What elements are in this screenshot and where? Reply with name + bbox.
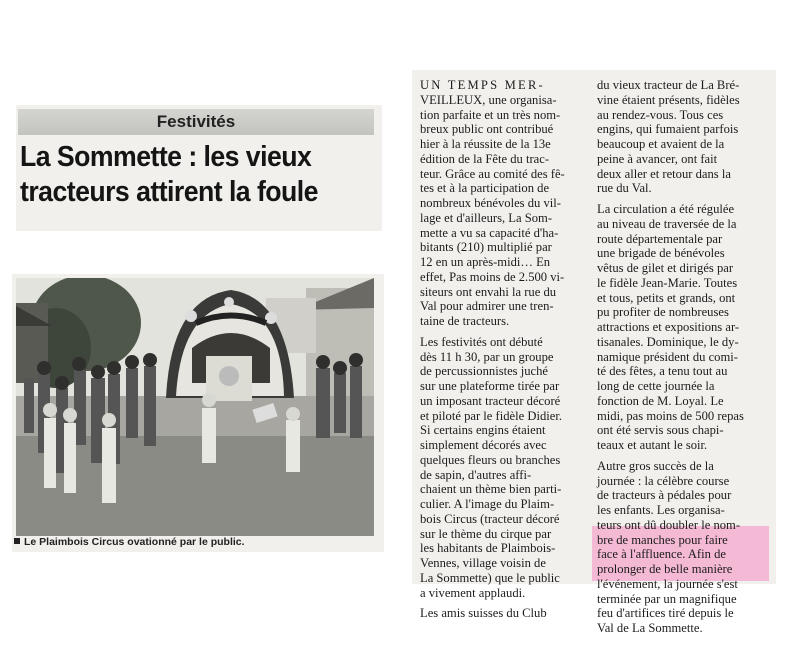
article-line: Les amis suisses du Club [420,606,547,621]
article-line: sur une plateforme tirée par [420,379,560,393]
article-paragraph [597,202,767,453]
caption-bullet-icon [14,538,20,544]
article-line: tisanales. Dominique, le dy- [597,334,739,349]
article-paragraph [597,78,767,196]
article-paragraph [420,606,586,621]
article-line: vêtus de gilet et dirigés par [597,261,734,275]
article-line: et piloté par le fidèle Didier. [420,408,562,423]
article-column-1 [420,78,586,627]
circus-tractor-photo [16,278,374,536]
article-line: La circulation a été régulée [597,202,735,216]
article-line: de percussionnistes juché [420,364,549,379]
rubric-bar [18,109,374,135]
article-line: deux aller et retour dans la [597,166,731,181]
article-line: vine étaient présents, fidèles [597,92,740,107]
article-line: bitants (210) multiplié par [420,240,552,255]
article-line: au niveau de traversée de la [597,216,737,231]
article-line: rue du Val. [597,181,652,196]
article-line: beaucoup et avaient de la [597,137,725,151]
article-line: terminée par un magnifique [597,591,737,606]
article-line: bois Circus (tracteur décoré [420,511,560,526]
article-line: feu d'artifices tiré depuis le [597,606,734,621]
article-line: un imposant tracteur décoré [420,393,561,408]
article-paragraph [420,335,586,601]
article-line: lage et d'ailleurs, La Som- [420,210,553,225]
article-line: édition de la Fête du trac- [420,151,550,166]
article-line: mette a vu sa capacité d'ha- [420,225,559,240]
article-line: 12 en un après-midi… En [420,255,551,269]
article-line: tion parfaite et un très nom- [420,107,561,122]
article-line: peine à avancer, ont fait [597,151,718,166]
article-line: du vieux tracteur de La Bré- [597,78,740,92]
article-line: teur. Grâce au comité des fê- [420,166,565,181]
article-line: le fidèle Jean-Marie. Toutes [597,275,738,290]
article-line: UN TEMPS MER- [420,78,545,92]
article-line: simplement décorés avec [420,438,547,452]
article-line: chaient un thème bien parti- [420,482,562,497]
headline [20,140,351,210]
article-line: de sapin, d'autres affi- [420,467,532,482]
article-line: attractions et expositions ar- [597,320,740,334]
article-line: au rendez-vous. Tous ces [597,107,724,122]
article-line: pu profiter de nombreuses [597,305,729,320]
article-line: les habitants de Plaimbois- [420,541,556,556]
rubric-label: Festivités [156,112,236,131]
article-line: engins, qui fumaient parfois [597,122,739,137]
article-line: Vennes, village voisin de [420,556,546,570]
article-line: Les festivités ont débuté [420,334,543,349]
article-line: Val pour admirer une tren- [420,299,554,314]
article-line: culier. A l'image du Plaim- [420,497,555,511]
article-paragraph [597,459,767,636]
article-line: l'événement, la journée s'est [597,576,738,591]
article-line: Val de La Sommette. [597,621,703,635]
article-line: route départementale par [597,231,723,246]
article-line: teaux et autant le soir. [597,438,708,452]
headline-line-1: La Sommette : les vieux [20,141,312,173]
article-line: La Sommette) que le public [420,570,560,585]
article-line: ont été servis sous chapi- [597,423,724,438]
article-line: hier à la réussite de la 13e [420,137,551,151]
article-line: et tous, petits et grands, ont [597,290,736,305]
article-line: prolonger de belle manière [597,562,733,576]
article-line: teurs ont dû doubler le nom- [597,517,741,532]
article-line: quelques fleurs ou branches [420,452,561,467]
article-line: taine de tracteurs. [420,314,510,328]
article-line: namique président du comi- [597,349,738,364]
article-line: face à l'affluence. Afin de [597,547,726,562]
article-line: fonction de M. Loyal. Le [597,393,724,408]
article-line: Si certains engins étaient [420,423,546,438]
headline-line-2: tracteurs attirent la foule [20,176,318,208]
article-line: siteurs ont envahi la rue du [420,284,557,299]
article-line: long de cette journée la [597,379,715,393]
article-paragraph [420,78,586,329]
photo-caption [14,536,382,548]
article-line: tes et à la participation de [420,181,550,196]
article-line: effet, Pas moins de 2.500 vi- [420,269,565,284]
article-line: de tracteurs à pédales pour [597,488,732,503]
article-line: midi, pas moins de 500 repas [597,408,744,423]
article-line: Autre gros succès de la [597,458,714,473]
article-line: breux public ont contribué [420,122,554,137]
article-line: les enfants. Les organisa- [597,503,725,517]
article-line: une brigade de bénévoles [597,246,725,261]
article-photo [16,278,374,536]
article-line: a vivement applaudi. [420,585,526,600]
article-line: nombreux bénévoles du vil- [420,196,561,210]
article-line: journée : la célèbre course [597,473,730,488]
caption-text: Le Plaimbois Circus ovationné par le public. [24,536,245,548]
article-line: bre de manches pour faire [597,532,728,547]
article-line: VEILLEUX, une organisa- [420,92,557,107]
article-line: té des fêtes, a tenu tout au [597,364,728,379]
article-column-2 [597,78,767,642]
article-line: sur le thème du cirque par [420,526,552,541]
article-line: dès 11 h 30, par un groupe [420,349,554,364]
